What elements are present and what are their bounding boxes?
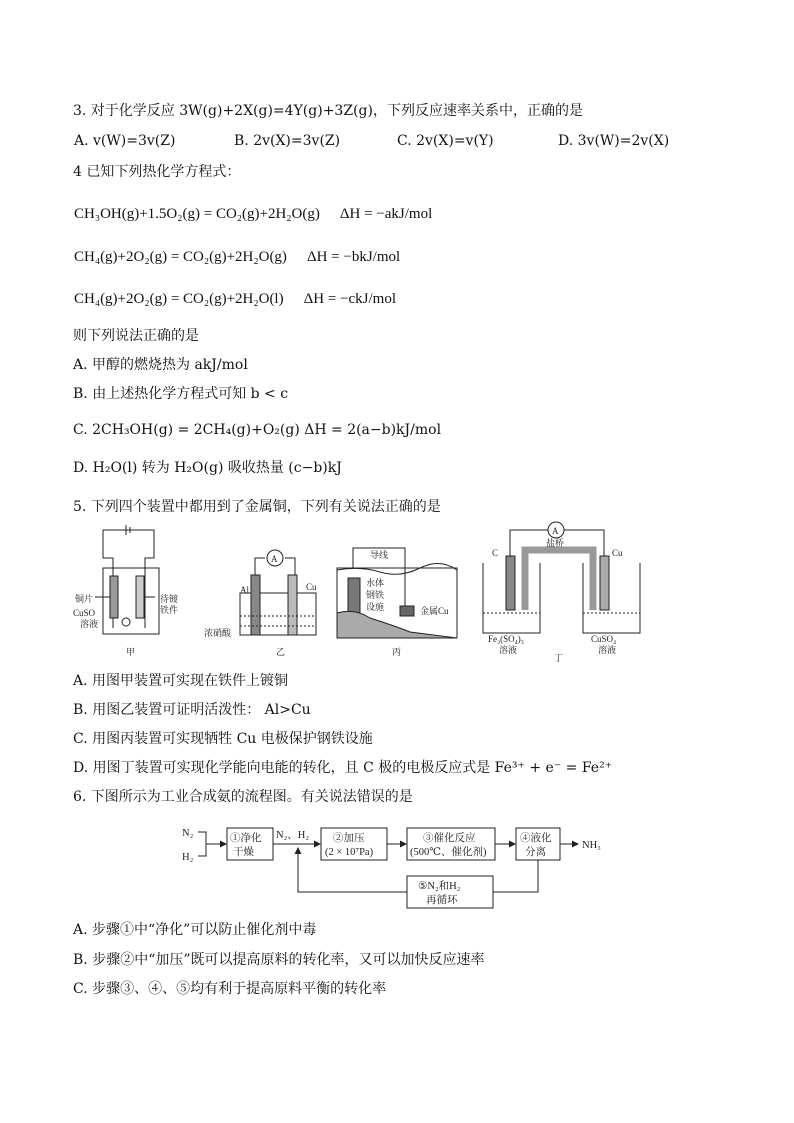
bing-label-wire: 导线 [370, 550, 389, 560]
bing-label-water: 水体 [366, 578, 385, 588]
q4-option-b: B. 由上述热化学方程式可知 b < c [73, 386, 289, 402]
q5-option-d: D. 用图丁装置可实现化学能向电能的转化，且 C 极的电极反应式是 Fe³⁺ + e⁻ = Fe²⁺ [73, 760, 613, 776]
ding-label-left-solution: 溶液 [499, 645, 518, 655]
q4-equation-2 [74, 249, 400, 266]
flow-step-2-line2: (2 × 10⁷Pa) [325, 847, 374, 858]
eq1-reaction: CH₃OH(g)+1.5O₂(g) = CO₂(g)+2H₂O(g) [74, 206, 320, 222]
yi-label-cu: Cu [306, 582, 317, 592]
q5-option-a: A. 用图甲装置可实现在铁件上镀铜 [73, 673, 289, 689]
ding-label-cuso4: CuSO₄ [591, 634, 617, 644]
eq3-reaction: CH₄(g)+2O₂(g) = CO₂(g)+2H₂O(l) [74, 291, 284, 307]
figure-bing [337, 548, 457, 638]
q5-option-c: C. 用图丙装置可实现牺牲 Cu 电极保护钢铁设施 [73, 731, 373, 747]
flow-step-3-line2: (500℃、催化剂) [410, 847, 487, 858]
q5-option-b: B. 用图乙装置可证明活泼性： Al>Cu [73, 702, 311, 718]
ding-ammeter: A [552, 526, 559, 536]
q3-option-b: B. 2v(X)=3v(Z) [234, 133, 341, 149]
eq1-enthalpy: ΔH = −akJ/mol [339, 206, 433, 222]
flow-input-n2: N₂ [182, 828, 194, 839]
flow-step-5-line1: ⑤N₂和H₂ [418, 881, 461, 892]
jia-label-iron: 铁件 [160, 605, 179, 615]
q6-stem: 6. 下图所示为工业合成氨的流程图。有关说法错误的是 [73, 789, 413, 805]
q6-flow-diagram [170, 818, 640, 918]
flow-output-nh3: NH₃ [582, 840, 601, 851]
yi-caption: 乙 [276, 647, 286, 657]
jia-label-plated: 待镀 [160, 594, 179, 604]
jia-label-cuso4: CuSO [73, 608, 96, 618]
jia-caption: 甲 [126, 647, 136, 657]
bing-label-facility: 设施 [366, 602, 385, 612]
bing-caption: 丙 [392, 647, 402, 657]
q4-option-a: A. 甲醇的燃烧热为 akJ/mol [73, 357, 248, 373]
q3-option-d: D. 3v(W)=2v(X) [558, 133, 670, 149]
flow-step-3-line1: ③催化反应 [423, 833, 476, 844]
eq3-enthalpy: ΔH = −ckJ/mol [303, 291, 397, 307]
q5-stem: 5. 下列四个装置中都用到了金属铜，下列有关说法正确的是 [73, 499, 441, 515]
ding-label-c: C [492, 548, 499, 558]
flow-mid-gases: N₂、H₂ [276, 830, 309, 841]
flow-step-2-line1: ②加压 [333, 833, 365, 844]
q3-stem: 3. 对于化学反应 3W(g)+2X(g)=4Y(g)+3Z(g)，下列反应速率关系中，正确的是 [73, 103, 583, 119]
bing-label-steel: 钢铁 [366, 590, 385, 600]
flow-input-h2: H₂ [182, 852, 194, 863]
flow-step-4-line2: 分离 [525, 847, 546, 858]
q5-apparatus-figure [70, 518, 650, 668]
eq2-reaction: CH₄(g)+2O₂(g) = CO₂(g)+2H₂O(g) [74, 249, 287, 265]
ding-label-fe2so43: Fe₂(SO₄)₃ [488, 634, 524, 644]
q6-option-c: C. 步骤③、④、⑤均有利于提高原料平衡的转化率 [73, 981, 387, 997]
yi-label-al: Al [240, 585, 249, 595]
flow-step-4-line1: ④液化 [520, 833, 552, 844]
yi-ammeter: A [271, 554, 278, 564]
figure-yi [240, 550, 316, 635]
q4-option-d: D. H₂O(l) 转为 H₂O(g) 吸收热量 (c−b)kJ [73, 460, 342, 476]
figure-jia [95, 525, 159, 634]
ding-label-salt-bridge: 盐桥 [546, 538, 565, 548]
jia-label-copper: 铜片 [75, 594, 94, 604]
q6-option-a: A. 步骤①中“净化”可以防止催化剂中毒 [73, 922, 317, 938]
ding-caption: 丁 [554, 653, 564, 663]
ding-label-cu: Cu [612, 548, 623, 558]
bing-label-metal-cu: 金属Cu [420, 606, 449, 616]
flow-step-1-line2: 干燥 [233, 847, 254, 858]
yi-label-acid: 浓硝酸 [204, 628, 232, 638]
q4-stem: 4 已知下列热化学方程式： [73, 164, 241, 180]
q4-equation-1 [74, 206, 432, 223]
ding-label-right-solution: 溶液 [598, 645, 617, 655]
flow-step-5-line2: 再循环 [426, 895, 458, 906]
q3-option-a: A. v(W)=3v(Z) [74, 133, 176, 149]
q3-option-c: C. 2v(X)=v(Y) [397, 133, 494, 149]
q6-option-b: B. 步骤②中“加压”既可以提高原料的转化率，又可以加快反应速率 [73, 952, 485, 968]
q4-option-c: C. 2CH₃OH(g) = 2CH₄(g)+O₂(g) ΔH = 2(a−b)kJ/mol [73, 422, 442, 438]
q4-prompt: 则下列说法正确的是 [73, 328, 199, 344]
q4-equation-3 [74, 291, 396, 308]
flow-step-1-line1: ①净化 [230, 833, 262, 844]
eq2-enthalpy: ΔH = −bkJ/mol [306, 249, 401, 265]
jia-label-solution: 溶液 [80, 619, 99, 629]
